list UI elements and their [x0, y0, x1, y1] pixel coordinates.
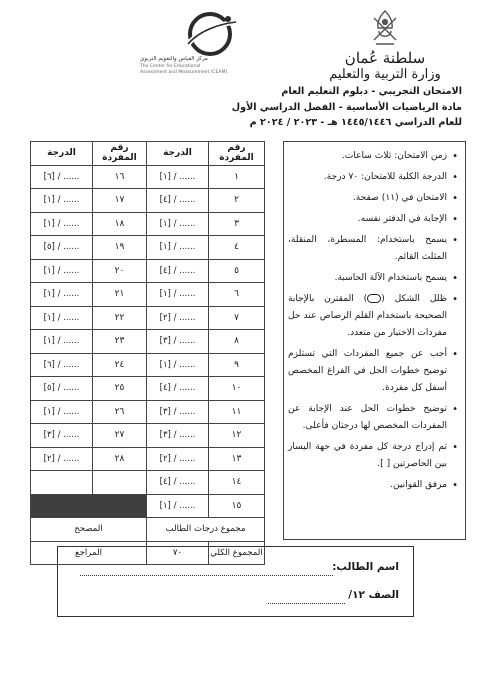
item-grade: ...... / [١]	[31, 189, 93, 213]
center-name-ar: مركز القياس والتقويم التربوي	[140, 56, 208, 62]
item-number: ٤	[209, 236, 265, 260]
ministry-line-2: وزارة التربية والتعليم	[329, 67, 441, 82]
student-sum-label: مجموع درجات الطالب	[147, 518, 265, 542]
reviewer-label: المراجع	[31, 541, 147, 565]
table-row	[31, 447, 265, 471]
ceam-globe-icon	[180, 10, 240, 62]
header-grade-left: الدرجة	[31, 142, 93, 166]
sum-row	[31, 518, 265, 542]
table-row	[31, 189, 265, 213]
instruction-item: • يسمح باستخدام الآلة الحاسبة.	[288, 270, 447, 287]
class-line[interactable]	[268, 602, 345, 604]
item-grade: ...... / [١]	[31, 330, 93, 354]
table-row	[31, 353, 265, 377]
item-number: ١٠	[209, 377, 265, 401]
ministry-header	[310, 8, 460, 86]
item-grade: ...... / [٤]	[147, 377, 209, 401]
item-number: ١٦	[93, 165, 147, 189]
instruction-item: • الإجابة في الدفتر نفسه.	[288, 211, 447, 228]
instructions-box	[283, 141, 466, 540]
table-row	[31, 471, 265, 495]
item-number: ٢٨	[93, 447, 147, 471]
grades-body	[31, 165, 265, 518]
item-grade: ...... / [٢]	[147, 306, 209, 330]
header-grade-right: الدرجة	[147, 142, 209, 166]
item-grade: ...... / [١]	[31, 400, 93, 424]
item-number: ١١	[209, 400, 265, 424]
table-row	[31, 165, 265, 189]
item-number: ٢٢	[93, 306, 147, 330]
instruction-item: • مرفق القوانين.	[288, 477, 447, 494]
student-info-box	[57, 546, 414, 617]
item-number: ١٥	[209, 494, 265, 518]
item-grade: ...... / [٢]	[31, 447, 93, 471]
center-name-en: The Center for Educational Assessment and Measurement (CEAM)	[140, 64, 228, 75]
item-grade: ...... / [٢]	[147, 447, 209, 471]
item-grade: ...... / [١]	[31, 212, 93, 236]
item-grade: ...... / [١]	[31, 259, 93, 283]
instruction-item: • يسمح باستخدام: المسطرة، المنقلة، المثلث القائم.	[288, 232, 447, 266]
item-grade: ...... / [٥]	[31, 377, 93, 401]
item-grade: ...... / [٦]	[31, 165, 93, 189]
item-number: ٧	[209, 306, 265, 330]
ministry-line-1: سلطنة عُمان	[344, 49, 426, 67]
item-grade: ...... / [٤]	[147, 259, 209, 283]
instruction-item: • زمن الامتحان: ثلاث ساعات.	[288, 148, 447, 165]
exam-title-1: الامتحان التجريبي - دبلوم التعليم العام	[281, 86, 462, 97]
item-number: ٦	[209, 283, 265, 307]
item-number: ٢	[209, 189, 265, 213]
instruction-item-shading	[288, 291, 447, 342]
item-number: ١٧	[93, 189, 147, 213]
item-grade: ...... / [١]	[147, 212, 209, 236]
grades-table	[30, 141, 265, 565]
oman-emblem-icon	[368, 8, 402, 48]
item-grade: ...... / [١]	[147, 283, 209, 307]
item-grade: ...... / [٣]	[147, 424, 209, 448]
item-number: ١٢	[209, 424, 265, 448]
item-number: ١٣	[209, 447, 265, 471]
header-item-number-left: رقم المفردة	[93, 142, 147, 166]
item-number: ٩	[209, 353, 265, 377]
instruction-item: • أجب عن جميع المفردات التي تستلزم توضيح خطوات الحل في الفراغ المخصص أسفل كل مفردة.	[288, 346, 447, 397]
exam-title-2: مادة الرياضيات الأساسية - الفصل الدراسي الأول	[231, 101, 462, 113]
item-number: ٢٠	[93, 259, 147, 283]
item-grade: ...... / [١]	[31, 306, 93, 330]
item-grade: ...... / [٣]	[147, 400, 209, 424]
table-row	[31, 259, 265, 283]
oval-icon	[367, 294, 381, 303]
item-number: ٢٥	[93, 377, 147, 401]
table-row	[31, 212, 265, 236]
item-number: ٢٤	[93, 353, 147, 377]
item-number: ٨	[209, 330, 265, 354]
shading-text-2: ) المقترن بالإجابة الصحيحة باستخدام القلم الرصاص عند حل مفردات الاختيار من متعدد.	[288, 294, 447, 338]
corrector-label: المصحح	[31, 518, 147, 542]
instruction-item: • توضيح خطوات الحل عند الإجابة عن المفردات المخصص لها درجتان فأعلى.	[288, 401, 447, 435]
item-grade: ...... / [٣]	[31, 424, 93, 448]
table-row	[31, 494, 265, 518]
table-header-row	[31, 142, 265, 166]
item-grade: ...... / [١]	[147, 353, 209, 377]
item-grade: ...... / [١]	[147, 165, 209, 189]
item-number: ٢١	[93, 283, 147, 307]
exam-titles	[122, 84, 462, 131]
item-grade: ...... / [١]	[147, 494, 209, 518]
table-row	[31, 377, 265, 401]
item-number: ١	[209, 165, 265, 189]
shading-text-1: ظلل الشكل (	[381, 294, 447, 304]
empty-cell	[93, 471, 147, 495]
table-row	[31, 283, 265, 307]
instruction-item: • الامتحان في (١١) صفحة.	[288, 190, 447, 207]
item-grade: ...... / [٥]	[31, 236, 93, 260]
item-grade: ...... / [١]	[147, 236, 209, 260]
item-number: ١٨	[93, 212, 147, 236]
table-row	[31, 424, 265, 448]
item-grade: ...... / [٦]	[31, 353, 93, 377]
item-grade: ...... / [٤]	[147, 471, 209, 495]
instruction-item: • تم إدراج درجة كل مفردة في جهة اليسار بين الحاصرتين [ ].	[288, 439, 447, 473]
item-grade: ...... / [٣]	[147, 330, 209, 354]
class-label: الصف ١٢/	[348, 589, 399, 601]
instruction-item: • الدرجة الكلية للامتحان: ٧٠ درجة.	[288, 169, 447, 186]
table-row	[31, 330, 265, 354]
empty-cell	[31, 471, 93, 495]
table-row	[31, 306, 265, 330]
item-grade: ...... / [٤]	[147, 189, 209, 213]
student-name-label: اسم الطالب:	[332, 561, 399, 573]
center-logo	[140, 10, 260, 80]
total-value: ٧٠	[147, 541, 209, 565]
table-row	[31, 400, 265, 424]
item-number: ٣	[209, 212, 265, 236]
item-number: ٢٧	[93, 424, 147, 448]
total-label: المجموع الكلي	[209, 541, 265, 565]
item-number: ١٩	[93, 236, 147, 260]
item-number: ٢٦	[93, 400, 147, 424]
item-number: ٥	[209, 259, 265, 283]
instructions-list	[288, 148, 459, 494]
table-row	[31, 236, 265, 260]
header-item-number-right: رقم المفردة	[209, 142, 265, 166]
shaded-cell	[31, 494, 147, 518]
item-grade: ...... / [١]	[31, 283, 93, 307]
exam-title-3: للعام الدراسي ١٤٤٥/١٤٤٦ هـ - ٢٠٢٣ / ٢٠٢٤ م	[249, 117, 462, 128]
item-number: ٢٣	[93, 330, 147, 354]
student-name-line[interactable]	[80, 574, 333, 576]
item-number: ١٤	[209, 471, 265, 495]
